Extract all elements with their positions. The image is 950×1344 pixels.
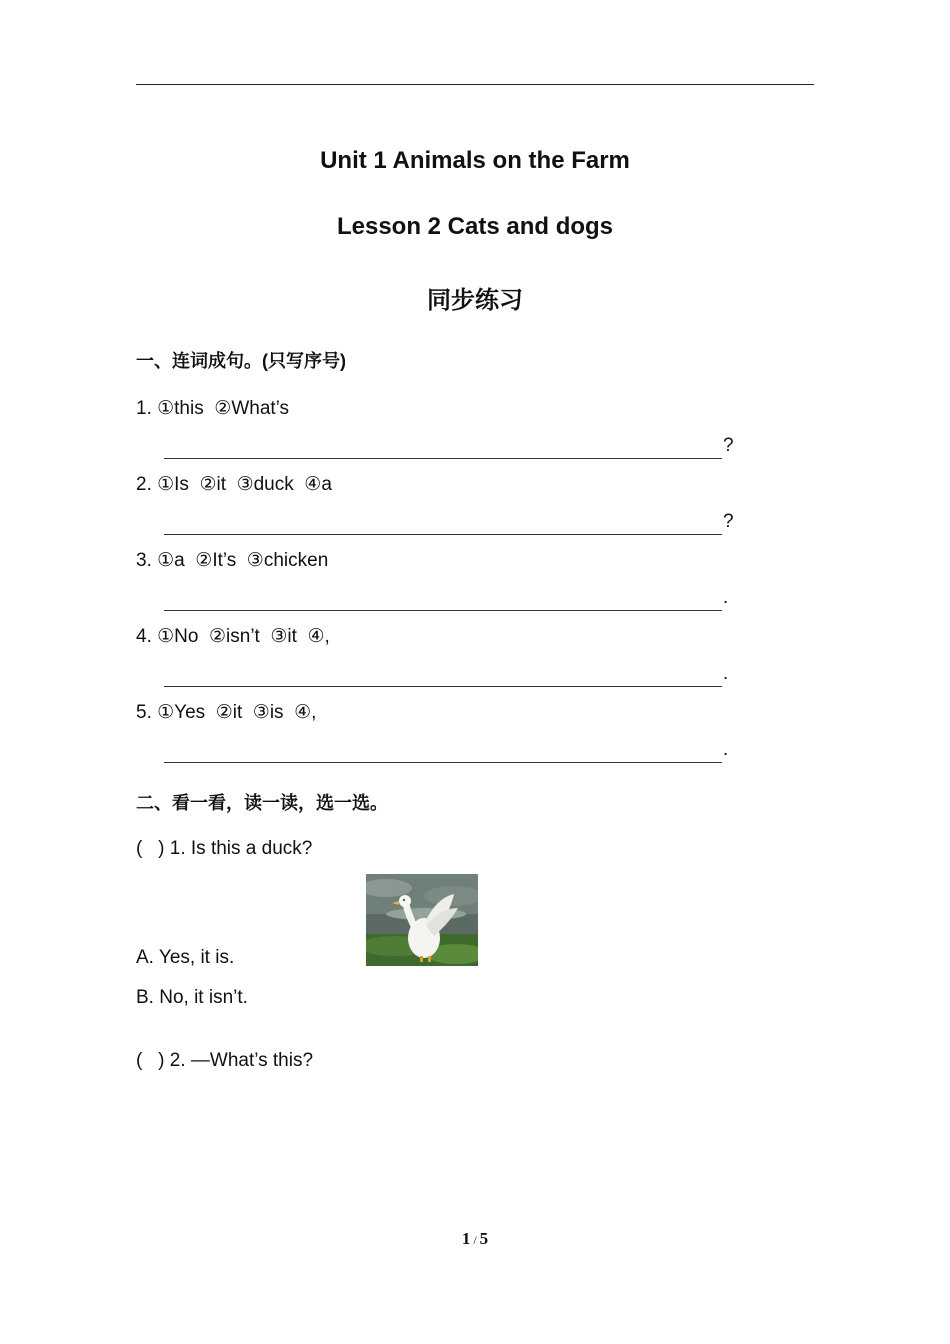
answer-end-mark-3: . xyxy=(723,587,729,608)
question-2-2: ( ) 2. —What’s this? xyxy=(136,1050,314,1071)
question-3-words: 3. ①a ②It’s ③chicken xyxy=(136,550,329,571)
duck-illustration xyxy=(366,874,478,966)
exercise-subtitle: 同步练习 xyxy=(427,287,523,314)
question-1-words: 1. ①this ②What’s xyxy=(136,398,290,419)
answer-blank-5[interactable] xyxy=(164,762,722,763)
page-number xyxy=(0,1229,950,1249)
answer-blank-2[interactable] xyxy=(164,534,722,535)
unit-title: Unit 1 Animals on the Farm xyxy=(320,147,630,174)
answer-blank-3[interactable] xyxy=(164,610,722,611)
page-separator: / xyxy=(473,1233,477,1247)
answer-end-mark-4: . xyxy=(723,663,729,684)
question-5-words: 5. ①Yes ②it ③is ④, xyxy=(136,702,317,723)
header-rule xyxy=(136,84,814,85)
section-2-heading: 二、看一看，读一读，选一选。 xyxy=(136,793,388,813)
answer-end-mark-5: . xyxy=(723,739,729,760)
current-page: 1 xyxy=(461,1229,471,1248)
option-b: B. No, it isn’t. xyxy=(136,987,248,1008)
duck-photo xyxy=(366,874,478,966)
total-pages: 5 xyxy=(479,1229,489,1248)
answer-blank-1[interactable] xyxy=(164,458,722,459)
option-a: A. Yes, it is. xyxy=(136,947,235,968)
question-4-words: 4. ①No ②isn’t ③it ④, xyxy=(136,626,330,647)
lesson-title: Lesson 2 Cats and dogs xyxy=(336,213,614,240)
section-1-heading: 一、连词成句。(只写序号) xyxy=(136,351,346,371)
answer-end-mark-2: ? xyxy=(723,511,734,532)
answer-blank-4[interactable] xyxy=(164,686,722,687)
question-2-words: 2. ①Is ②it ③duck ④a xyxy=(136,474,332,495)
answer-end-mark-1: ? xyxy=(723,435,734,456)
question-2-1: ( ) 1. Is this a duck? xyxy=(136,838,313,859)
